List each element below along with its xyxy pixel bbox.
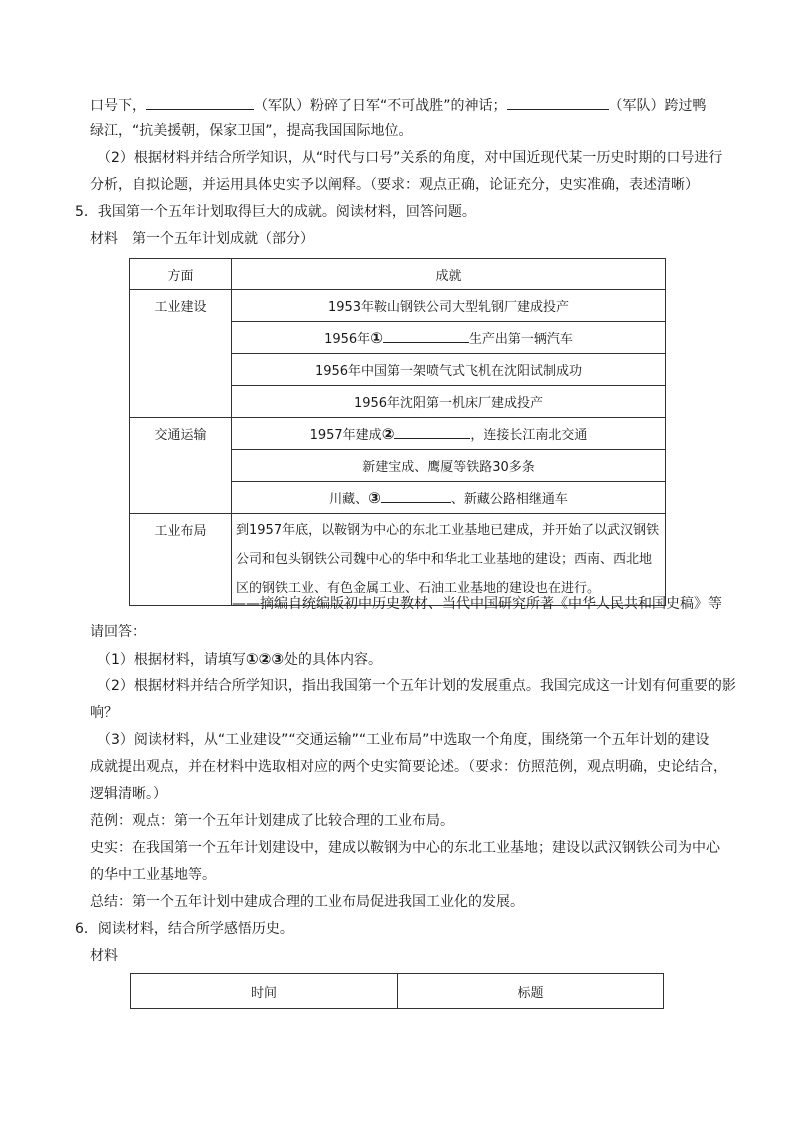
q5-sub3-line-1: （3）阅读材料，从“工业建设”“交通运输”“工业布局”中选取一个角度，围绕第一个五年计划的建设 <box>97 732 710 748</box>
industry-row-2 <box>232 322 666 354</box>
transport-row-1-prefix: 1957年建成 <box>309 428 382 443</box>
q5-sub1 <box>97 649 382 670</box>
q6-material-table <box>130 973 664 1009</box>
answer-blank-3[interactable] <box>381 488 451 503</box>
q5-sub3-line-2: 成就提出观点，并在材料中选取相对应的两个史实简要论述。（要求：仿照范例，观点明确，史论结合， <box>90 759 727 775</box>
intro-text-a: 口号下， <box>90 98 146 114</box>
q5-sub1-marks: ①②③ <box>245 650 285 668</box>
intro-text-b: （军队）粉碎了日军“不可战胜”的神话； <box>254 98 507 114</box>
answer-blank-army-1[interactable] <box>146 95 254 110</box>
q6-stem-text: 阅读材料，结合所学感悟历史。 <box>97 921 294 937</box>
q6-number: 6． <box>75 921 98 937</box>
q5-stem <box>75 202 476 222</box>
q5-sub3-line-3: 逻辑清晰。） <box>90 786 167 802</box>
five-year-plan-table <box>129 258 666 606</box>
transport-row-1 <box>232 418 666 450</box>
intro-line-2: 绿江，“抗美援朝，保家卫国”，提高我国国际地位。 <box>90 123 413 139</box>
q5-summary: 总结：第一个五年计划中建成合理的工业布局促进我国工业化的发展。 <box>90 894 524 910</box>
q5-number: 5． <box>75 204 98 220</box>
q5-facts-line-2: 的华中工业基地等。 <box>90 867 216 883</box>
blank-mark-1: ① <box>370 329 383 347</box>
transport-row-1-suffix: ，连接长江南北交通 <box>470 428 588 443</box>
q5-sub2-line-2: 响？ <box>90 705 118 721</box>
transport-row-3-suffix: 、新藏公路相继通车 <box>450 492 568 507</box>
header-time: 时间 <box>131 974 398 1009</box>
intro-text-c: （军队）跨过鸭 <box>608 98 707 114</box>
q5-material-label: 材料 第一个五年计划成就（部分） <box>90 231 314 247</box>
blank-mark-3: ③ <box>368 489 381 507</box>
header-title: 标题 <box>398 974 664 1009</box>
transport-row-3 <box>232 482 666 514</box>
q5-facts-line-1: 史实：在我国第一个五年计划建设中，建成以鞍钢为中心的东北工业基地；建设以武汉钢铁公司为中心 <box>90 840 720 856</box>
answer-blank-2[interactable] <box>394 424 470 439</box>
industry-row-4: 1956年沈阳第一机床厂建成投产 <box>232 386 666 418</box>
category-industry: 工业建设 <box>130 290 232 418</box>
q5-source: ——摘编自统编版初中历史教材、当代中国研究所著《中华人民共和国史稿》等 <box>232 596 722 612</box>
q6-material-label: 材料 <box>90 948 118 964</box>
q5-example: 范例：观点：第一个五年计划建成了比较合理的工业布局。 <box>90 813 454 829</box>
q4-sub2-line-1: （2）根据材料并结合所学知识，从“时代与口号”关系的角度，对中国近现代某一历史时期的口号进行 <box>97 150 723 166</box>
industry-row-1: 1953年鞍山钢铁公司大型轧钢厂建成投产 <box>232 290 666 322</box>
industry-row-2-suffix: 生产出第一辆汽车 <box>468 332 573 347</box>
blank-mark-2: ② <box>381 425 395 443</box>
q6-stem <box>75 919 294 939</box>
intro-line-1 <box>90 95 707 116</box>
q5-sub1-suffix: 处的具体内容。 <box>284 652 383 668</box>
header-achievement: 成就 <box>232 259 666 290</box>
q5-sub2-line-1: （2）根据材料并结合所学知识，指出我国第一个五年计划的发展重点。我国完成这一计划有何重要的影 <box>97 678 736 694</box>
answer-blank-1[interactable] <box>383 328 469 343</box>
header-category: 方面 <box>130 259 232 290</box>
industry-row-2-prefix: 1956年 <box>324 332 371 347</box>
category-transport: 交通运输 <box>130 418 232 514</box>
q5-stem-text: 我国第一个五年计划取得巨大的成就。阅读材料，回答问题。 <box>97 204 476 220</box>
transport-row-3-prefix: 川藏、 <box>329 492 369 507</box>
layout-text: 到1957年底，以鞍钢为中心的东北工业基地已建成，并开始了以武汉钢铁公司和包头钢铁公司魏中心的华中和华北工业基地的建设；西南、西北地区的钢铁工业、有色金属工业、石油工业基地的建设也在进行。 <box>232 514 666 606</box>
transport-row-2: 新建宝成、鹰厦等铁路30多条 <box>232 450 666 482</box>
q5-sub1-prefix: （1）根据材料，请填写 <box>97 652 246 668</box>
industry-row-3: 1956年中国第一架喷气式飞机在沈阳试制成功 <box>232 354 666 386</box>
answer-blank-army-2[interactable] <box>507 95 609 110</box>
q5-answer-prompt: 请回答： <box>90 624 146 640</box>
category-layout: 工业布局 <box>130 514 232 606</box>
q4-sub2-line-2: 分析，自拟论题，并运用具体史实予以阐释。（要求：观点正确，论证充分，史实准确，表述清晰） <box>90 177 699 193</box>
